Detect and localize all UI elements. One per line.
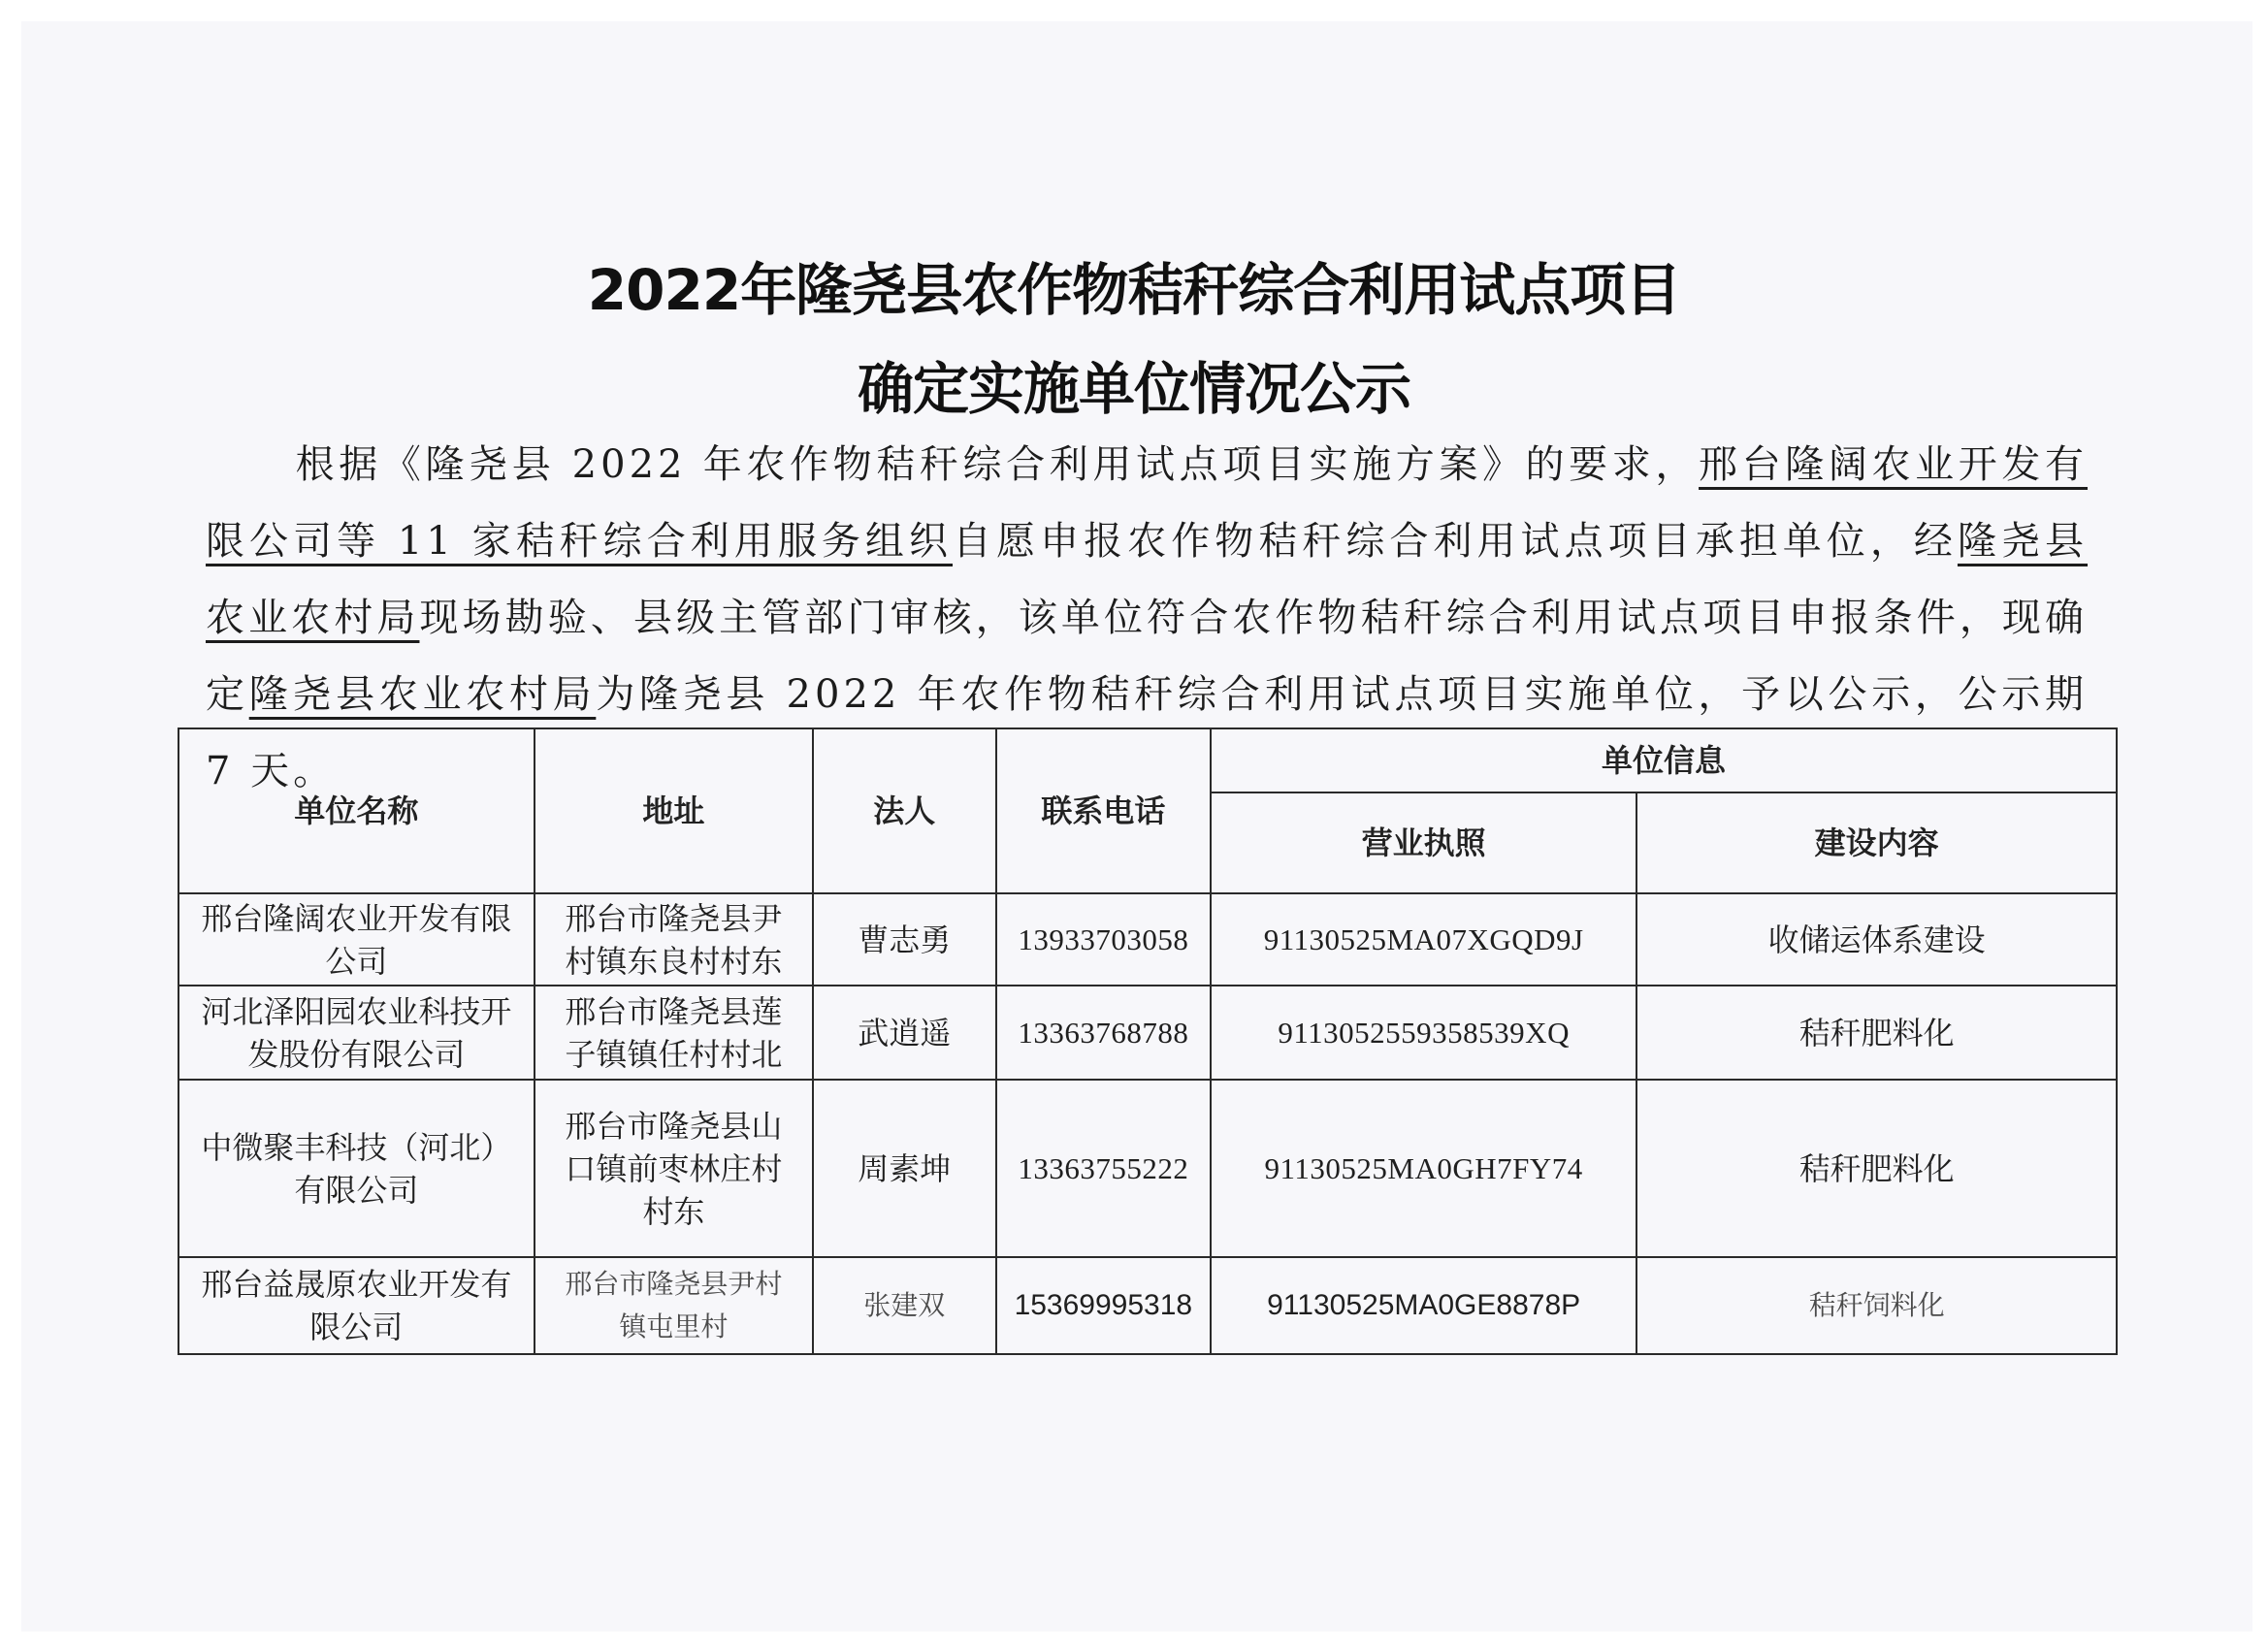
cell-legal-person: 张建双: [813, 1257, 996, 1354]
cell-legal-person: 曹志勇: [813, 893, 996, 986]
cell-phone: 15369995318: [996, 1257, 1212, 1354]
header-unit-name: 单位名称: [178, 728, 535, 893]
cell-license: 91130525MA0GE8878P: [1211, 1257, 1636, 1354]
table-row: [178, 893, 2117, 986]
cell-unit-name: 中微聚丰科技（河北）有限公司: [178, 1080, 535, 1257]
cell-legal-person: 武逍遥: [813, 986, 996, 1080]
document-title-line1: 2022年隆尧县农作物秸秆综合利用试点项目: [587, 257, 1681, 323]
paragraph-text-2: 自愿申报农作物秸秆综合利用试点项目承担单位，经: [953, 519, 1958, 564]
paragraph-text-1: 根据《隆尧县 2022 年农作物秸秆综合利用试点项目实施方案》的要求，: [295, 442, 1700, 487]
table-row: [178, 1080, 2117, 1257]
underlined-inspector: 隆尧县农业农村局: [206, 519, 2089, 640]
header-business-license: 营业执照: [1211, 792, 1636, 893]
table-row: [178, 1257, 2117, 1354]
header-construction-content: 建设内容: [1636, 792, 2117, 893]
cell-content: 秸秆肥料化: [1636, 1080, 2117, 1257]
cell-address: 邢台市隆尧县尹村镇东良村村东: [535, 893, 813, 986]
cell-content: 收储运体系建设: [1636, 893, 2117, 986]
implementing-units-table: [178, 728, 2118, 1355]
header-legal-person: 法人: [813, 728, 996, 893]
cell-content: 秸秆肥料化: [1636, 986, 2117, 1080]
cell-license: 91130525MA07XGQD9J: [1211, 893, 1636, 986]
cell-address: 邢台市隆尧县山口镇前枣林庄村村东: [535, 1080, 813, 1257]
paragraph-text-3: 现场勘验、县级主管部门审核，该单位符合农作物秸秆综合利用试点项目申报条件，现确定: [206, 596, 2089, 717]
cell-legal-person: 周素坤: [813, 1080, 996, 1257]
paragraph-text-4: 为隆尧县 2022 年农作物秸秆综合利用试点项目实施单位，予以公示，公示期 7 天。: [206, 672, 2089, 793]
cell-phone: 13933703058: [996, 893, 1212, 986]
cell-address: 邢台市隆尧县尹村镇屯里村: [535, 1257, 813, 1354]
cell-unit-name: 邢台隆阔农业开发有限公司: [178, 893, 535, 986]
header-address: 地址: [535, 728, 813, 893]
underlined-implementer: 隆尧县农业农村局: [248, 672, 597, 717]
underlined-organizations: 邢台隆阔农业开发有限公司等 11 家秸秆综合利用服务组织: [206, 442, 2088, 564]
document-title-line2: 确定实施单位情况公示: [857, 356, 1410, 422]
cell-license: 9113052559358539XQ: [1211, 986, 1636, 1080]
cell-address: 邢台市隆尧县莲子镇镇任村村北: [535, 986, 813, 1080]
cell-unit-name: 河北泽阳园农业科技开发股份有限公司: [178, 986, 535, 1080]
cell-unit-name: 邢台益晟原农业开发有限公司: [178, 1257, 535, 1354]
cell-content: 秸秆饲料化: [1636, 1257, 2117, 1354]
cell-phone: 13363755222: [996, 1080, 1212, 1257]
cell-phone: 13363768788: [996, 986, 1212, 1080]
header-unit-info: 单位信息: [1211, 728, 2117, 792]
header-phone: 联系电话: [996, 728, 1212, 893]
cell-license: 91130525MA0GH7FY74: [1211, 1080, 1636, 1257]
table-row: [178, 986, 2117, 1080]
